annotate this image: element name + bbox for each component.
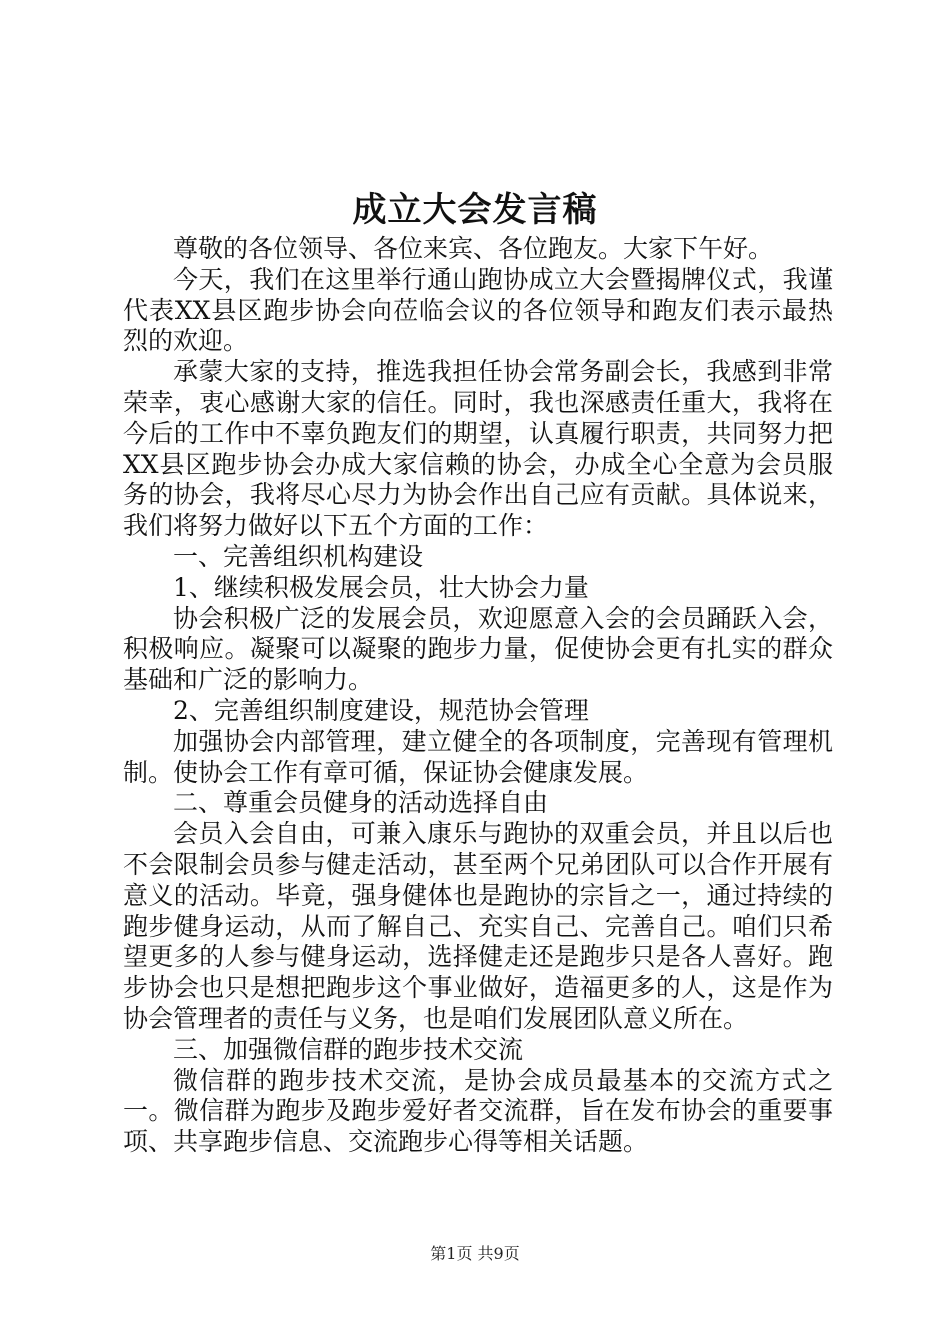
section-heading-3: 三、加强微信群的跑步技术交流 [173,1034,524,1064]
paragraph-thanks: 承蒙大家的支持，推选我担任协会常务副会长，我感到非常荣幸，衷心感谢大家的信任。同时，我也深感责任重大，我将在今后的工作中不辜负跑友们的期望，认真履行职责，共同努力把XX县区跑步协会办成大家信赖的协会，办成全心全意为会员服务的协会，我将尽心尽力为协会作出自己应有贡献。具体说来，我们将努力做好以下五个方面的工作： [123,357,833,541]
paragraph-membership: 协会积极广泛的发展会员，欢迎愿意入会的会员踊跃入会，积极响应。凝聚可以凝聚的跑步力量，促使协会更有扎实的群众基础和广泛的影响力。 [123,603,833,695]
document-title: 成立大会发言稿 [352,190,598,230]
paragraph-greeting: 尊敬的各位领导、各位来宾、各位跑友。大家下午好。 [173,234,774,263]
paragraph-management: 加强协会内部管理，建立健全的各项制度，完善现有管理机制。使协会工作有章可循，保证协会健康发展。 [123,726,833,787]
subsection-heading-1-1: 1、继续积极发展会员，壮大协会力量 [173,572,589,602]
subsection-heading-1-2: 2、完善组织制度建设，规范协会管理 [173,695,589,725]
document-body [123,234,833,1158]
page-number: 第1页 共9页 [430,1244,520,1263]
section-heading-1: 一、完善组织机构建设 [173,541,424,571]
section-heading-2: 二、尊重会员健身的活动选择自由 [173,788,549,818]
paragraph-wechat: 微信群的跑步技术交流，是协会成员最基本的交流方式之一。微信群为跑步及跑步爱好者交流群，旨在发布协会的重要事项、共享跑步信息、交流跑步心得等相关话题。 [123,1065,833,1157]
paragraph-welcome: 今天，我们在这里举行通山跑协成立大会暨揭牌仪式，我谨代表XX县区跑步协会向莅临会议的各位领导和跑友们表示最热烈的欢迎。 [123,264,833,356]
paragraph-freedom: 会员入会自由，可兼入康乐与跑协的双重会员，并且以后也不会限制会员参与健走活动，甚至两个兄弟团队可以合作开展有意义的活动。毕竟，强身健体也是跑协的宗旨之一，通过持续的跑步健身运动，从而了解自己、充实自己、完善自己。咱们只希望更多的人参与健身运动，选择健走还是跑步只是各人喜好。跑步协会也只是想把跑步这个事业做好，造福更多的人，这是作为协会管理者的责任与义务，也是咱们发展团队意义所在。 [123,819,833,1033]
